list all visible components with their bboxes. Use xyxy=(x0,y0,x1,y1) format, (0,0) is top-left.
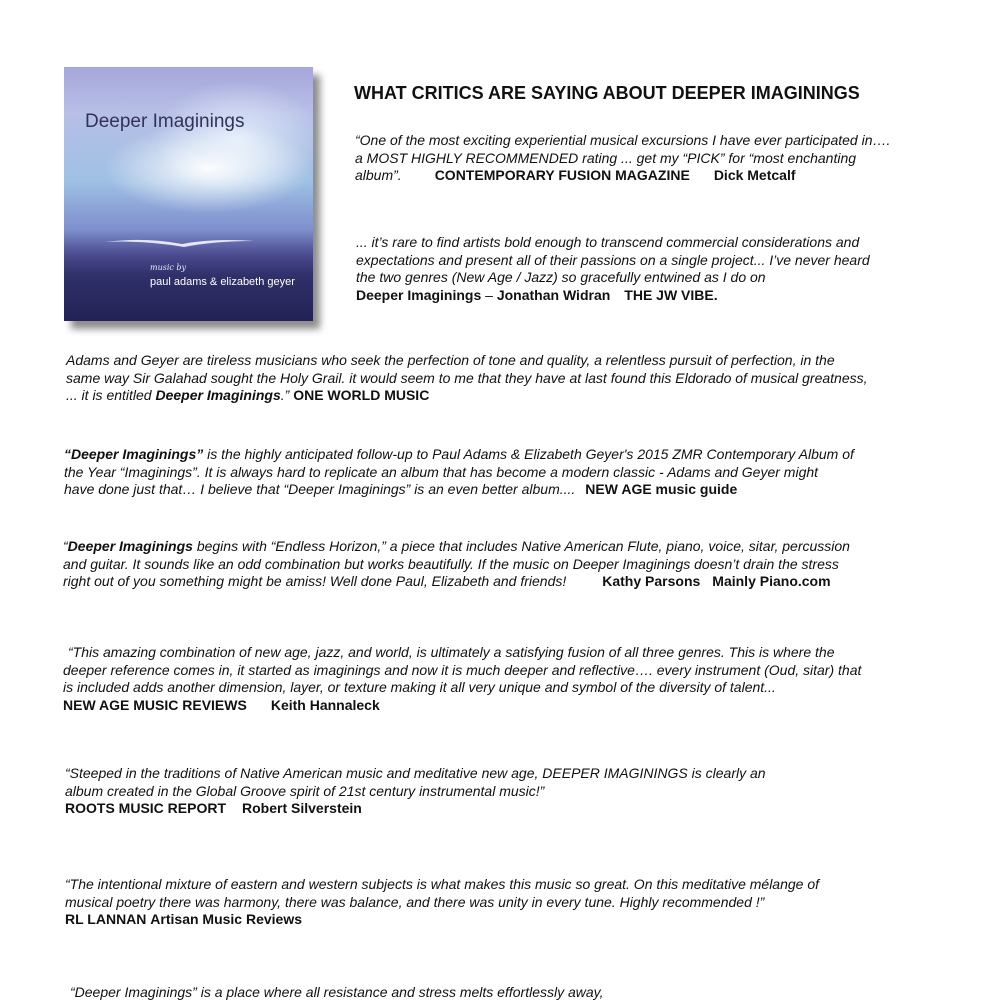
review-text: “One of the most exciting experiential musical excursions I have ever participated in…. xyxy=(355,132,891,148)
review-album: “Deeper Imaginings” xyxy=(64,446,204,462)
page-heading: WHAT CRITICS ARE SAYING ABOUT DEEPER IMAGININGS xyxy=(354,83,860,103)
review-new-age-music-reviews xyxy=(63,644,861,714)
review-source: ROOTS MUSIC REPORT xyxy=(65,800,227,816)
review-text: the two genres (New Age / Jazz) so gracefully entwined as I do on xyxy=(356,269,766,285)
review-text: “ xyxy=(63,538,68,554)
review-text: Adams and Geyer are tireless musicians who seek the perfection of tone and quality, a relentless pursuit of perfection, in the xyxy=(66,352,835,368)
review-source: NEW AGE MUSIC REVIEWS xyxy=(63,696,247,713)
review-text: album”. xyxy=(355,167,402,183)
review-text: “This amazing combination of new age, jazz, and world, is ultimately a satisfying fusion of all three genres. This is where the xyxy=(68,644,835,660)
review-source: ONE WORLD MUSIC xyxy=(293,387,430,403)
review-album: Deeper Imaginings xyxy=(155,387,281,403)
review-source: CONTEMPORARY FUSION MAGAZINE xyxy=(434,167,690,183)
review-one-world-music xyxy=(66,352,868,405)
review-text: right out of you something might be amiss! Well done Paul, Elizabeth and friends! xyxy=(63,573,567,589)
review-text: “Steeped in the traditions of Native American music and meditative new age, DEEPER IMAGININGS is clearly an xyxy=(65,765,766,781)
review-jw-vibe xyxy=(356,234,870,304)
review-text: ... it is entitled xyxy=(66,387,156,403)
review-text: same way Sir Galahad sought the Holy Grail. it would seem to me that they have at last found this Eldorado of musical greatness, xyxy=(66,369,868,386)
review-contemporary-fusion xyxy=(355,132,890,185)
review-text: and guitar. It sounds like an odd combination but works beautifully. If the music on Deeper Imaginings doesn’t drain the stress xyxy=(63,555,839,572)
review-partial xyxy=(70,984,604,1002)
review-mainly-piano xyxy=(63,538,850,591)
review-album: Deeper Imaginings xyxy=(356,286,482,303)
review-source: Mainly Piano.com xyxy=(712,573,831,589)
review-artisan-music-reviews xyxy=(65,876,819,929)
review-text: is included adds another dimension, layer, or texture making it all very unique and symbol of the diversity of talent... xyxy=(63,679,776,695)
review-text: “Deeper Imaginings” is a place where all resistance and stress melts effortlessly away, xyxy=(70,984,604,1000)
review-text: have done just that… I believe that “Deeper Imaginings” is an even better album.... xyxy=(64,481,576,497)
review-text: deeper reference comes in, it started as imaginings and now it is much deeper and reflective…. every instrument (Oud, sitar) that xyxy=(63,661,862,678)
review-text: musical poetry there was harmony, there was balance, and there was unity in every tune. Highly recommended !” xyxy=(65,893,765,910)
review-author: Keith Hannaleck xyxy=(270,696,380,713)
review-text: ... it’s rare to find artists bold enough to transcend commercial considerations and xyxy=(356,234,860,250)
review-text: the Year “Imaginings”. It is always hard to replicate an album that has become a modern classic - Adams and Geyer might xyxy=(64,463,819,480)
review-text: begins with “Endless Horizon,” a piece that includes Native American Flute, piano, voice, sitar, percussion xyxy=(192,538,850,554)
review-album: Deeper Imaginings xyxy=(67,538,193,554)
review-text: “The intentional mixture of eastern and western subjects is what makes this music so great. On this meditative mélange of xyxy=(65,876,820,892)
review-new-age-music-guide xyxy=(64,446,854,499)
review-text: a MOST HIGHLY RECOMMENDED rating ... get my “PICK” for “most enchanting xyxy=(355,149,857,166)
review-author: Dick Metcalf xyxy=(713,167,796,183)
review-text: expectations and present all of their passions on a single project... I’ve never heard xyxy=(356,251,870,268)
review-roots-music-report xyxy=(65,765,766,818)
review-source: THE JW VIBE. xyxy=(624,286,718,303)
cover-title: Deeper Imaginings xyxy=(85,111,245,132)
review-author: Robert Silverstein xyxy=(242,800,362,816)
review-author: Kathy Parsons xyxy=(602,573,701,589)
cover-music-by: music by xyxy=(150,263,187,272)
bird-silhouette-icon xyxy=(104,235,254,249)
review-dash: – xyxy=(481,286,497,303)
review-text: album created in the Global Groove spirit of 21st century instrumental music!” xyxy=(65,782,545,799)
review-author: Artisan Music Reviews xyxy=(150,911,303,927)
review-text: is the highly anticipated follow-up to Paul Adams & Elizabeth Geyer's 2015 ZMR Contemporary Album of xyxy=(203,446,854,462)
review-source: RL LANNAN xyxy=(65,911,147,927)
review-source: NEW AGE music guide xyxy=(585,481,738,497)
review-author: Jonathan Widran xyxy=(496,286,611,303)
cover-artists: paul adams & elizabeth geyer xyxy=(150,276,295,288)
album-cover xyxy=(64,67,313,321)
review-text: .” xyxy=(280,387,290,403)
